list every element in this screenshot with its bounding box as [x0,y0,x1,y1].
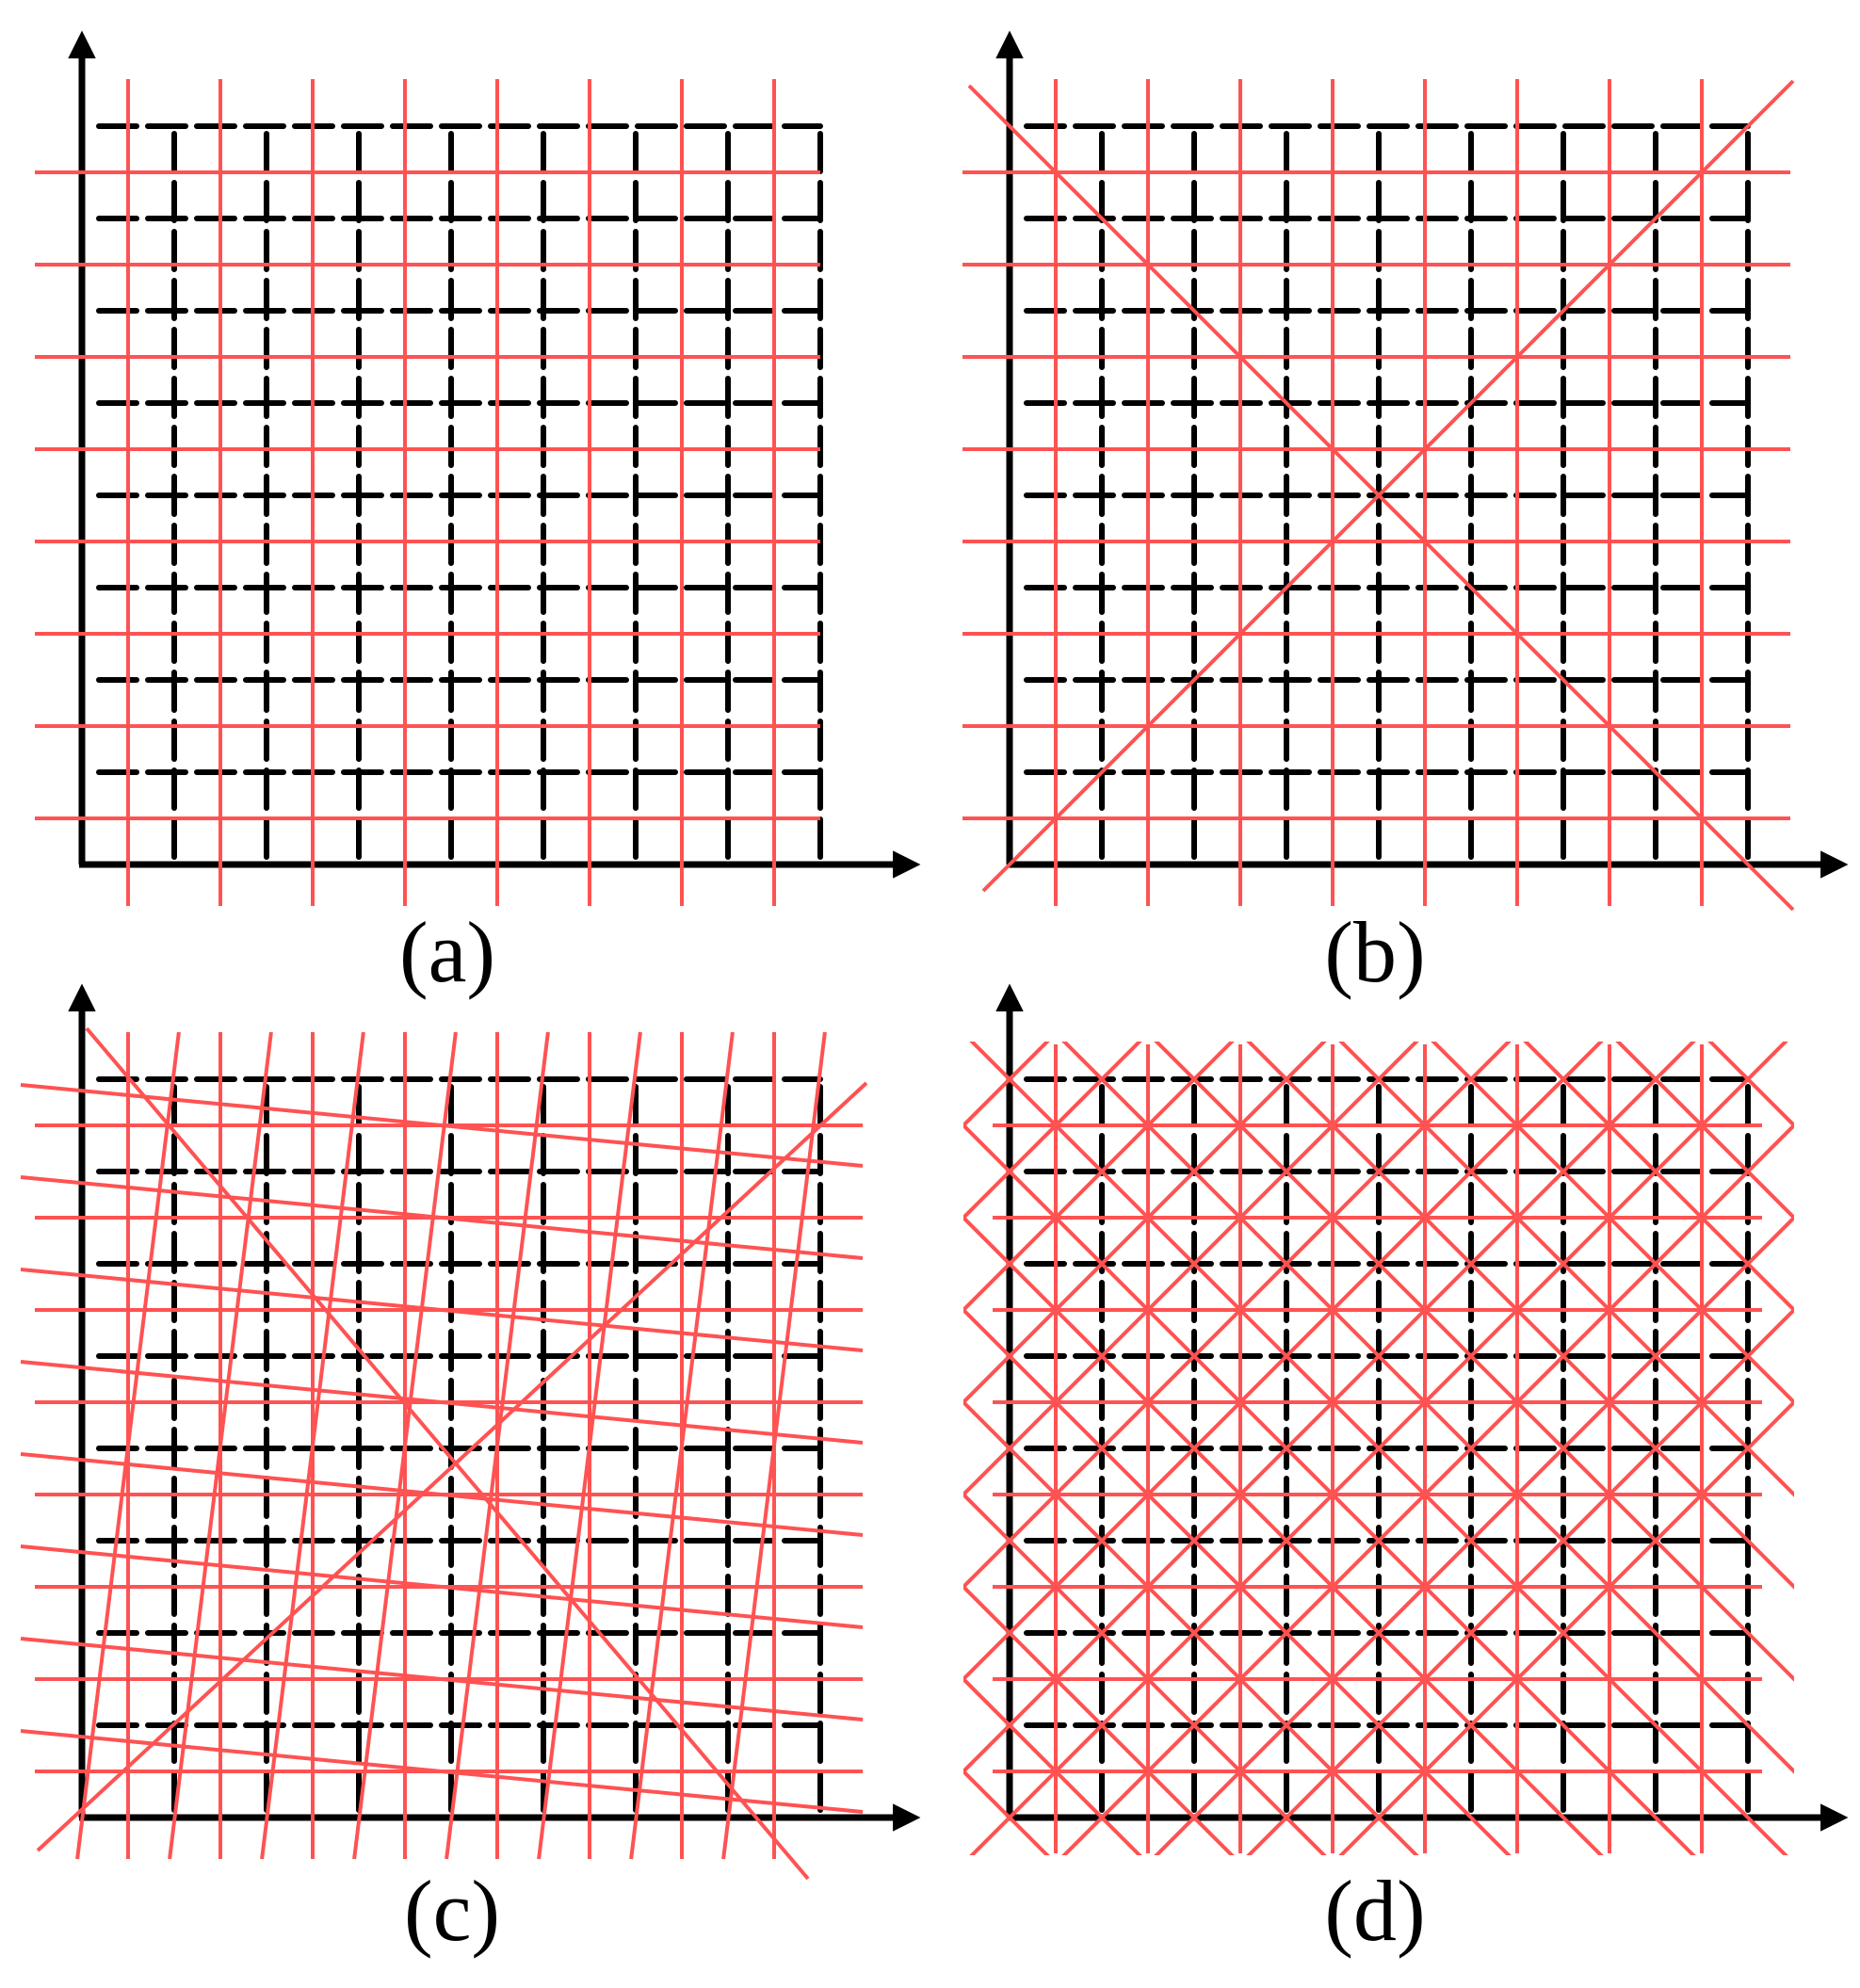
red-diagonal-down [706,0,1860,1983]
red-diagonal-up [614,0,1860,1983]
red-diagonal-up [522,0,1860,1983]
red-diagonal-up [60,0,1860,1983]
panel-label-a: (a) [398,904,496,1000]
red-diagonal-down [522,0,1860,1983]
panel-label-d: (d) [1324,1863,1426,1959]
panel-label-c: (c) [403,1863,501,1959]
red-diagonal-up [337,0,1860,1983]
red-diagonal-down [337,0,1860,1983]
red-diagonal-down [60,0,1860,1983]
panel-a [35,56,896,906]
red-diagonal-down [87,1028,808,1879]
panel-b [962,56,1823,910]
panel-c [21,1009,896,1879]
red-diagonal-up [706,0,1860,1983]
red-diagonal-down [614,0,1860,1983]
panel-label-b: (b) [1324,904,1426,1000]
